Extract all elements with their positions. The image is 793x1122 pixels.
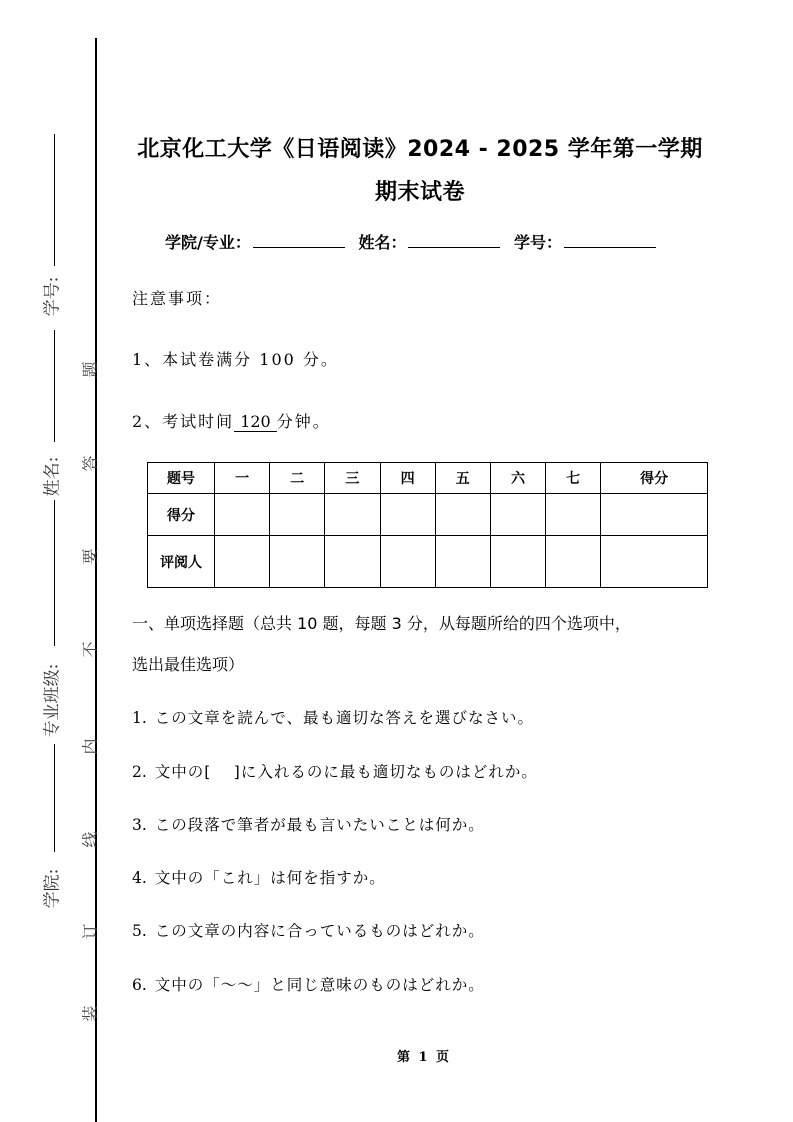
field-label-student-id: 学号: xyxy=(42,276,63,317)
exam-subtitle: 期末试卷 xyxy=(374,180,465,205)
seal-char: 装 xyxy=(80,1005,100,1022)
score-cell[interactable] xyxy=(270,494,325,536)
score-row xyxy=(148,494,708,536)
question-number: 5. xyxy=(132,922,147,940)
header-cell: 一 xyxy=(215,463,270,494)
seal-char: 线 xyxy=(80,831,100,848)
college-major-label: 学院/专业： xyxy=(165,233,251,252)
question-item xyxy=(132,919,485,941)
exam-duration-value: 120 xyxy=(234,412,277,432)
question-text: この段落で筆者が最も言いたいことは何か。 xyxy=(154,816,485,834)
grader-row xyxy=(148,536,708,588)
question-number: 1. xyxy=(132,709,147,727)
note-item-2 xyxy=(132,409,331,432)
grader-cell[interactable] xyxy=(215,536,270,588)
name-field[interactable] xyxy=(408,233,500,248)
grader-cell[interactable] xyxy=(380,536,435,588)
score-cell[interactable] xyxy=(215,494,270,536)
field-label-college: 学院: xyxy=(42,868,63,909)
grader-cell[interactable] xyxy=(601,536,708,588)
score-cell[interactable] xyxy=(435,494,490,536)
question-number: 3. xyxy=(132,816,147,834)
grader-cell[interactable] xyxy=(435,536,490,588)
question-item xyxy=(132,973,485,995)
notes-heading: 注意事项： xyxy=(132,289,223,308)
question-text: 文中の「～～」と同じ意味のものはどれか。 xyxy=(154,976,485,994)
header-cell: 四 xyxy=(380,463,435,494)
seal-char: 不 xyxy=(80,641,100,658)
question-number: 6. xyxy=(132,976,147,994)
seal-char: 要 xyxy=(80,548,100,565)
header-cell: 题号 xyxy=(148,463,215,494)
score-cell[interactable] xyxy=(546,494,601,536)
section-1-heading-cont: 选出最佳选项） xyxy=(132,655,245,674)
seal-char: 内 xyxy=(80,738,100,755)
grader-cell[interactable] xyxy=(270,536,325,588)
header-cell: 五 xyxy=(435,463,490,494)
seal-char: 题 xyxy=(80,361,100,378)
grader-cell[interactable] xyxy=(546,536,601,588)
header-cell: 二 xyxy=(270,463,325,494)
header-cell: 得分 xyxy=(601,463,708,494)
student-id-label: 学号： xyxy=(514,233,563,252)
header-cell: 三 xyxy=(325,463,380,494)
row-label: 得分 xyxy=(148,494,215,536)
field-label-major-class: 专业班级: xyxy=(42,663,63,738)
score-table-header-row xyxy=(148,463,708,494)
question-item xyxy=(132,706,534,728)
question-text: 文中の[ ]に入れるのに最も適切なものはどれか。 xyxy=(154,763,538,781)
field-line-major-class xyxy=(54,500,55,646)
score-cell[interactable] xyxy=(380,494,435,536)
question-item xyxy=(132,813,485,835)
question-text: この文章を読んで、最も適切な答えを選びなさい。 xyxy=(154,709,534,727)
grader-cell[interactable] xyxy=(325,536,380,588)
question-number: 4. xyxy=(132,869,147,887)
note-item-2-prefix: 2、考试时间 xyxy=(132,412,235,431)
seal-char: 订 xyxy=(80,923,100,940)
score-cell[interactable] xyxy=(490,494,545,536)
question-item xyxy=(132,866,386,888)
name-label: 姓名： xyxy=(358,233,407,252)
question-number: 2. xyxy=(132,763,147,781)
note-item-1: 1、本试卷满分 100 分。 xyxy=(132,350,339,369)
row-label: 评阅人 xyxy=(148,536,215,588)
question-text: 文中の「これ」は何を指すか。 xyxy=(154,869,386,887)
header-cell: 六 xyxy=(490,463,545,494)
field-line-name xyxy=(54,330,55,442)
field-label-name: 姓名: xyxy=(42,456,63,497)
page-number: 第 1 页 xyxy=(396,1050,450,1065)
score-table xyxy=(147,462,708,588)
student-info-row xyxy=(165,230,664,253)
note-item-2-suffix: 分钟。 xyxy=(276,412,331,431)
field-line-college xyxy=(54,744,55,852)
section-1-heading: 一、单项选择题（总共 10 题，每题 3 分，从每题所给的四个选项中， xyxy=(132,614,631,633)
header-cell: 七 xyxy=(546,463,601,494)
college-major-field[interactable] xyxy=(253,233,345,248)
score-cell[interactable] xyxy=(601,494,708,536)
student-id-field[interactable] xyxy=(564,233,656,248)
question-item xyxy=(132,760,538,782)
question-text: この文章の内容に合っているものはどれか。 xyxy=(154,922,485,940)
score-cell[interactable] xyxy=(325,494,380,536)
exam-title: 北京化工大学《日语阅读》2024 - 2025 学年第一学期 xyxy=(137,137,703,162)
seal-char: 答 xyxy=(80,455,100,472)
grader-cell[interactable] xyxy=(490,536,545,588)
